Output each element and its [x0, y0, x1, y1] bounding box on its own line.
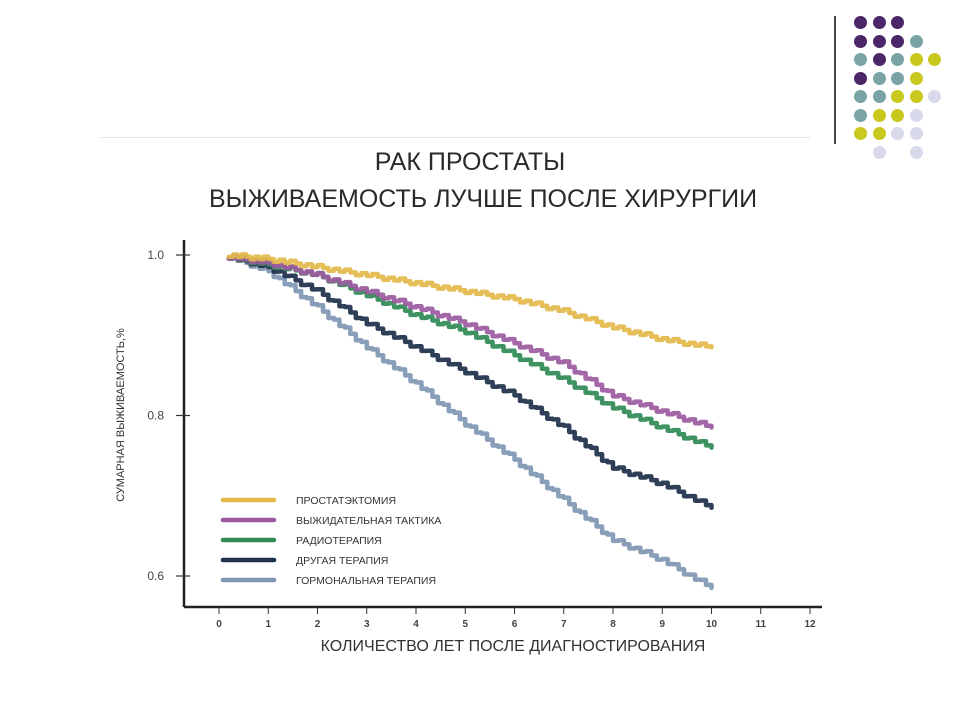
x-tick-label: 7	[560, 619, 567, 630]
y-axis-label: СУМАРНАЯ ВЫЖИВАЕМОСТЬ,%	[115, 328, 127, 502]
y-tick-label: 1.0	[147, 248, 164, 262]
x-tick-label: 4	[413, 619, 419, 630]
legend-label: ВЫЖИДАТЕЛЬНАЯ ТАКТИКА	[296, 515, 442, 527]
chart-subtitle: ВЫЖИВАЕМОСТЬ ЛУЧШЕ ПОСЛЕ ХИРУРГИИ	[208, 185, 758, 213]
y-tick-label: 0.8	[147, 408, 164, 423]
chart-title: РАК ПРОСТАТЫ	[374, 148, 566, 176]
x-tick-label: 9	[659, 619, 666, 630]
legend-label: ДРУГАЯ ТЕРАПИЯ	[296, 555, 389, 567]
y-tick-label: 0.6	[147, 569, 164, 583]
x-tick-label: 5	[462, 619, 469, 630]
x-tick-label: 2	[314, 619, 321, 630]
x-tick-label: 3	[363, 619, 370, 630]
x-tick-label: 12	[804, 619, 816, 630]
legend-label: ПРОСТАТЭКТОМИЯ	[296, 495, 397, 507]
legend	[223, 495, 441, 587]
x-tick-label: 1	[265, 619, 272, 630]
x-tick-label: 0	[216, 619, 222, 630]
x-tick-label: 8	[610, 619, 616, 630]
x-tick-label: 10	[705, 619, 718, 630]
legend-label: РАДИОТЕРАПИЯ	[296, 535, 382, 547]
x-tick-label: 11	[755, 619, 767, 630]
legend-label: ГОРМОНАЛЬНАЯ ТЕРАПИЯ	[296, 575, 437, 587]
x-tick-label: 6	[511, 619, 518, 630]
tick-labels	[147, 248, 816, 630]
x-axis-label: КОЛИЧЕСТВО ЛЕТ ПОСЛЕ ДИАГНОСТИРОВАНИЯ	[320, 638, 706, 655]
